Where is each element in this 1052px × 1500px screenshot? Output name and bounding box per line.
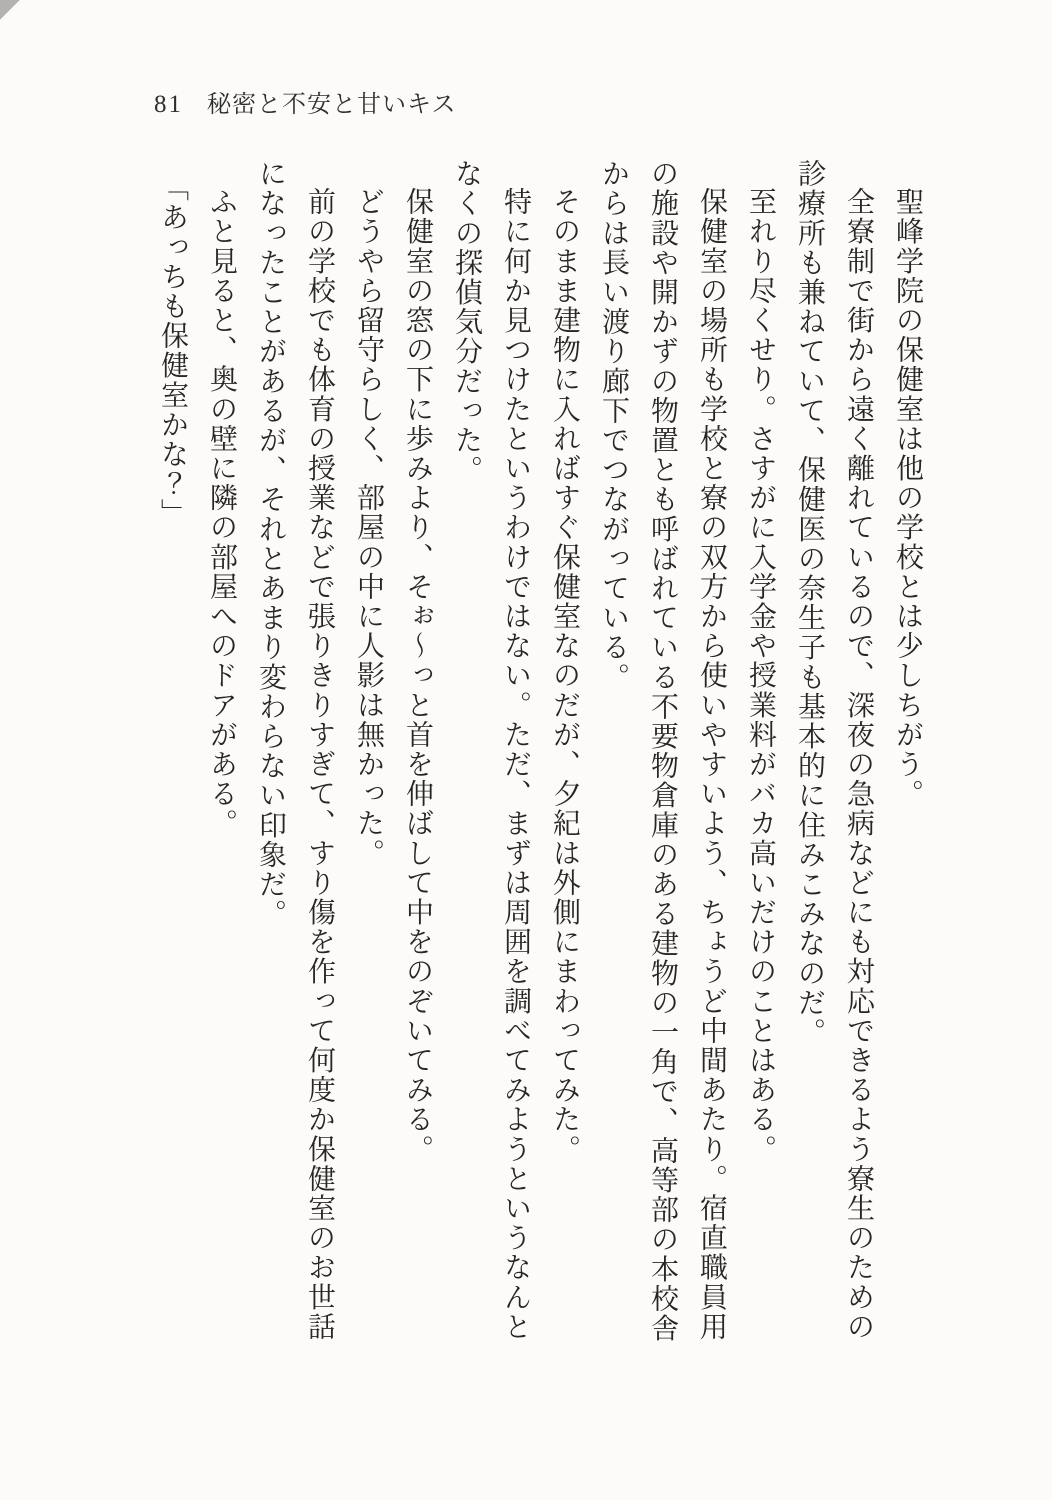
paragraph: どうやら留守らしく、部屋の中に人影は無かった。 — [353, 187, 384, 868]
paragraph: ふと見ると、奥の壁に隣の部屋へのドアがある。 — [206, 187, 237, 839]
paragraph: 至れり尽くせり。さすがに入学金や授業料がバカ高いだけのことはある。 — [745, 187, 776, 1164]
paragraph: 聖峰学院の保健室は他の学校とは少しちがう。 — [892, 187, 923, 809]
scan-corner-artifact — [0, 0, 20, 20]
paragraph: 特に何か見つけたというわけではない。ただ、まずは周囲を調べてみようというなんとなくの探偵気分だった。 — [451, 159, 531, 1342]
chapter-title: 秘密と不安と甘いキス — [207, 92, 457, 118]
paragraph: そのまま建物に入ればすぐ保健室なのだが、夕紀は外側にまわってみた。 — [549, 187, 580, 1164]
running-header — [154, 84, 457, 119]
page-number: 81 — [154, 91, 183, 118]
paragraph: 保健室の場所も学校と寮の双方から使いやすいよう、ちょうど中間あたり。宿直職員用の施設や開かずの物置とも呼ばれている不要物倉庫のある建物の一角で、高等部の本校舎からは長い渡り廊下でつながっている。 — [598, 159, 727, 1343]
paragraph: 前の学校でも体育の授業などで張りきりすぎて、すり傷を作って何度か保健室のお世話になったことがあるが、それとあまり変わらない印象だ。 — [255, 159, 335, 1342]
paragraph: 全寮制で街から遠く離れているので、深夜の急病などにも対応できるよう寮生のための診療所も兼ねていて、保健医の奈生子も基本的に住みこみなのだ。 — [794, 159, 874, 1342]
paragraph-dialogue: 「あっちも保健室かな？」 — [157, 173, 188, 529]
vertical-text-body — [140, 159, 932, 1349]
paragraph: 保健室の窓の下に歩みより、そぉ〜っと首を伸ばして中をのぞいてみる。 — [402, 187, 433, 1164]
